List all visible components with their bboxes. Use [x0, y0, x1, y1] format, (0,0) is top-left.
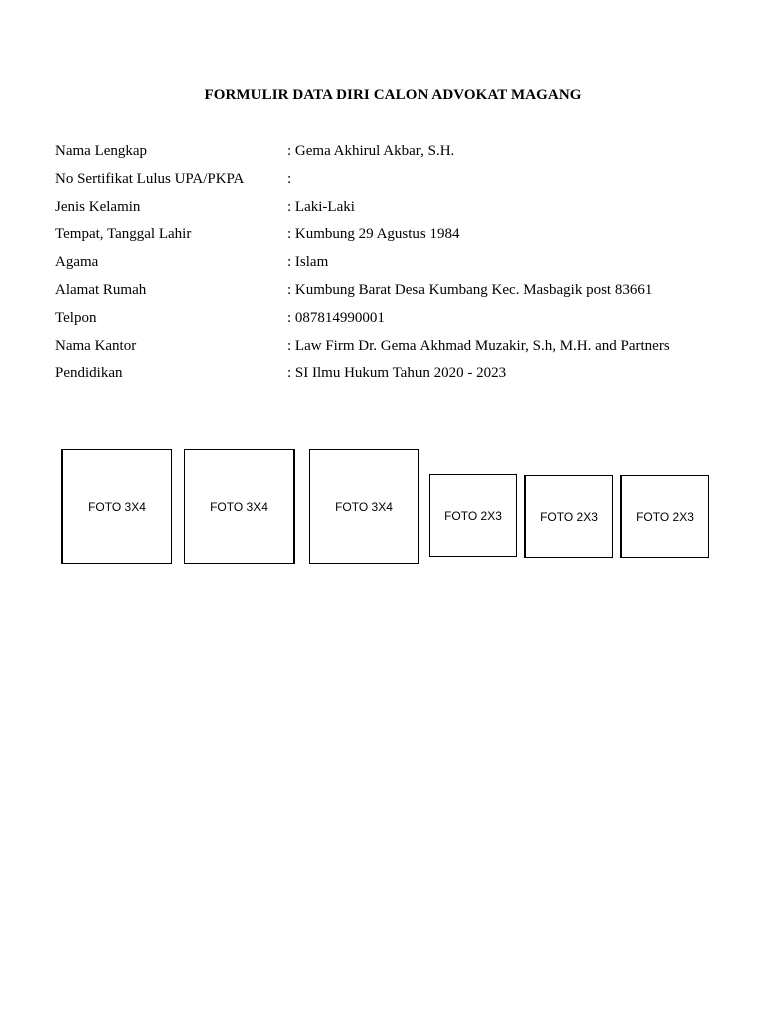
photo-box-label: FOTO 2X3 — [636, 509, 694, 524]
field-label: Tempat, Tanggal Lahir — [55, 226, 192, 243]
field-value: : Law Firm Dr. Gema Akhmad Muzakir, S.h, M.H. and Partners — [287, 337, 670, 354]
photo-box-3x4 — [184, 449, 295, 564]
field-value: : Kumbung 29 Agustus 1984 — [287, 226, 460, 243]
field-label: Telpon — [55, 309, 97, 326]
field-row-pendidikan — [55, 363, 735, 391]
photo-box-label: FOTO 3X4 — [335, 499, 393, 514]
field-row-jenis-kelamin — [55, 197, 735, 225]
field-row-agama — [55, 252, 735, 280]
field-row-nama-lengkap — [55, 141, 735, 169]
field-label: Nama Lengkap — [55, 143, 148, 159]
field-label: Pendidikan — [55, 365, 123, 382]
photo-box-2x3 — [524, 475, 613, 558]
field-value: : 087814990001 — [287, 309, 385, 326]
field-value: : Islam — [287, 254, 329, 271]
photo-box-label: FOTO 2X3 — [540, 509, 598, 524]
field-row-telpon — [55, 308, 735, 336]
field-value: : Laki-Laki — [287, 198, 355, 215]
photo-box-2x3 — [429, 474, 517, 557]
field-value: : — [287, 170, 292, 187]
field-label: No Sertifikat Lulus UPA/PKPA — [55, 170, 245, 187]
field-label: Jenis Kelamin — [55, 198, 141, 215]
field-label: Alamat Rumah — [55, 281, 147, 298]
photo-box-label: FOTO 3X4 — [210, 499, 268, 514]
field-label: Nama Kantor — [55, 337, 137, 354]
photo-box-label: FOTO 2X3 — [444, 508, 502, 523]
field-row-no-sertifikat — [55, 169, 735, 197]
field-row-tempat-tanggal-lahir — [55, 224, 735, 252]
photo-box-3x4 — [61, 449, 172, 564]
field-row-nama-kantor — [55, 336, 735, 364]
field-row-alamat-rumah — [55, 280, 735, 308]
field-value: : SI Ilmu Hukum Tahun 2020 - 2023 — [287, 365, 507, 382]
personal-data-list — [55, 141, 735, 391]
page-title: FORMULIR DATA DIRI CALON ADVOKAT MAGANG — [204, 87, 582, 103]
photo-box-label: FOTO 3X4 — [88, 499, 146, 514]
field-label: Agama — [55, 254, 99, 271]
photo-box-3x4 — [309, 449, 419, 564]
field-value: : Kumbung Barat Desa Kumbang Kec. Masbagik post 83661 — [287, 281, 653, 298]
photo-box-2x3 — [620, 475, 709, 558]
field-value: : Gema Akhirul Akbar, S.H. — [287, 143, 455, 159]
